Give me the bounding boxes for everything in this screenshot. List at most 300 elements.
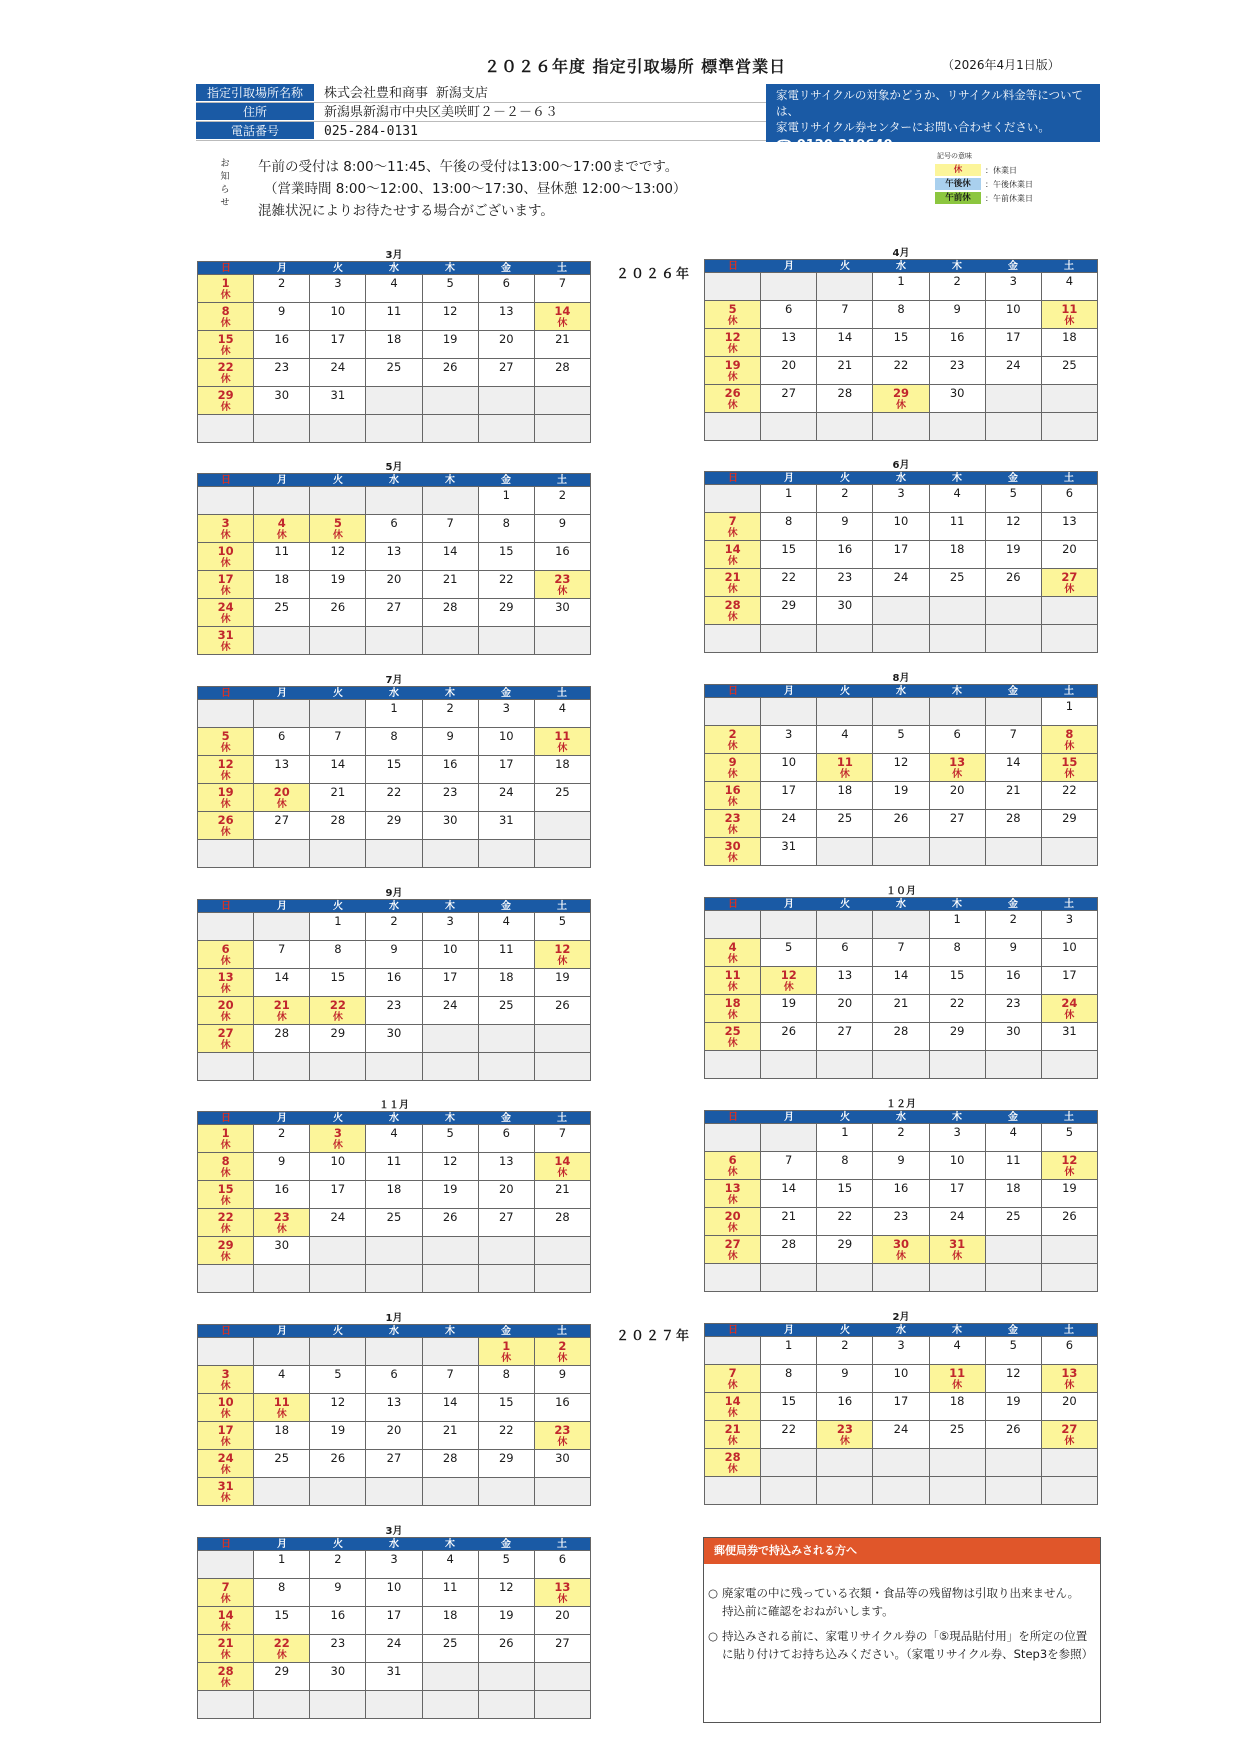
holiday-cell bbox=[930, 1236, 986, 1264]
holiday-mark: 休 bbox=[332, 1012, 343, 1023]
weekday-label: 金 bbox=[501, 475, 511, 486]
empty-day-cell bbox=[198, 1053, 254, 1081]
day-cell bbox=[535, 1125, 591, 1153]
day-cell bbox=[1042, 911, 1098, 939]
day-cell bbox=[423, 969, 479, 997]
day-cell bbox=[873, 754, 929, 782]
day-number: 29 bbox=[330, 1026, 346, 1040]
weekday-label: 木 bbox=[445, 1113, 455, 1124]
weekday-header bbox=[197, 1111, 591, 1124]
day-number: 2 bbox=[446, 701, 454, 715]
day-cell bbox=[930, 385, 986, 413]
day-cell bbox=[986, 726, 1042, 754]
weekday-header bbox=[197, 686, 591, 699]
empty-day-cell bbox=[535, 415, 591, 443]
day-number: 9 bbox=[558, 516, 567, 530]
weekday-label: 金 bbox=[501, 263, 511, 274]
day-number: 29 bbox=[217, 1238, 234, 1252]
weekday-header bbox=[704, 1110, 1098, 1123]
day-grid bbox=[197, 1337, 591, 1506]
day-number: 3 bbox=[390, 1552, 398, 1566]
holiday-mark: 休 bbox=[727, 584, 738, 595]
empty-day-cell bbox=[310, 1265, 366, 1293]
day-number: 23 bbox=[837, 570, 853, 584]
day-number: 28 bbox=[555, 360, 570, 374]
holiday-mark: 休 bbox=[895, 1251, 906, 1262]
holiday-mark: 休 bbox=[727, 372, 738, 383]
day-number: 26 bbox=[893, 811, 909, 825]
day-cell bbox=[761, 541, 817, 569]
day-number: 20 bbox=[1062, 542, 1077, 556]
day-cell bbox=[254, 1422, 310, 1450]
day-number: 21 bbox=[217, 1636, 234, 1650]
day-cell bbox=[254, 1450, 310, 1478]
day-number: 21 bbox=[781, 1209, 797, 1223]
day-cell bbox=[479, 275, 535, 303]
day-number: 11 bbox=[274, 544, 290, 558]
day-cell bbox=[254, 756, 310, 784]
day-number: 8 bbox=[278, 1580, 286, 1594]
empty-day-cell bbox=[705, 1051, 761, 1079]
day-number: 17 bbox=[893, 1394, 909, 1408]
day-number: 3 bbox=[221, 1367, 230, 1381]
day-number: 6 bbox=[785, 302, 793, 316]
weekday-label: 日 bbox=[221, 1539, 231, 1550]
holiday-cell bbox=[705, 1393, 761, 1421]
day-number: 19 bbox=[555, 970, 570, 984]
empty-day-cell bbox=[366, 1237, 422, 1265]
empty-day-cell bbox=[479, 1691, 535, 1719]
day-number: 17 bbox=[781, 783, 797, 797]
day-number: 16 bbox=[837, 542, 853, 556]
empty-day-cell bbox=[761, 1051, 817, 1079]
holiday-cell bbox=[198, 1478, 254, 1506]
holiday-cell bbox=[198, 756, 254, 784]
holiday-mark: 休 bbox=[220, 1040, 231, 1051]
day-number: 21 bbox=[555, 1182, 570, 1196]
holiday-cell bbox=[198, 1366, 254, 1394]
holiday-mark: 休 bbox=[727, 1436, 738, 1447]
day-number: 17 bbox=[893, 542, 909, 556]
day-cell bbox=[873, 1124, 929, 1152]
day-number: 21 bbox=[330, 785, 346, 799]
day-number: 25 bbox=[1062, 358, 1077, 372]
circle-bullet-icon: ○ bbox=[708, 1586, 719, 1600]
weekday-label: 金 bbox=[1008, 899, 1018, 910]
day-number: 10 bbox=[498, 729, 514, 743]
holiday-mark: 休 bbox=[557, 318, 568, 329]
day-number: 21 bbox=[893, 996, 909, 1010]
day-cell bbox=[817, 782, 873, 810]
day-cell bbox=[873, 1365, 929, 1393]
day-number: 9 bbox=[841, 1366, 849, 1380]
day-number: 21 bbox=[273, 998, 290, 1012]
day-cell bbox=[310, 784, 366, 812]
notice-line: 午前の受付は 8:00～11:45、午後の受付は13:00～17:00までです。 bbox=[258, 159, 679, 175]
month-title: １１月 bbox=[379, 1100, 409, 1111]
day-cell bbox=[761, 1023, 817, 1051]
day-number: 19 bbox=[1005, 1394, 1021, 1408]
holiday-mark: 休 bbox=[727, 1010, 738, 1021]
day-number: 15 bbox=[781, 1394, 797, 1408]
day-cell bbox=[817, 726, 873, 754]
month-title: 4月 bbox=[892, 248, 910, 259]
day-cell bbox=[873, 1421, 929, 1449]
holiday-cell bbox=[198, 1394, 254, 1422]
day-number: 30 bbox=[949, 386, 965, 400]
holiday-mark: 休 bbox=[1064, 316, 1075, 327]
day-cell bbox=[1042, 1337, 1098, 1365]
weekday-label: 水 bbox=[389, 901, 399, 912]
holiday-cell bbox=[817, 754, 873, 782]
day-number: 22 bbox=[781, 570, 797, 584]
holiday-cell bbox=[310, 1125, 366, 1153]
day-number: 22 bbox=[329, 998, 346, 1012]
day-number: 11 bbox=[1061, 302, 1078, 316]
day-cell bbox=[1042, 698, 1098, 726]
empty-day-cell bbox=[310, 700, 366, 728]
day-cell bbox=[1042, 1393, 1098, 1421]
day-cell bbox=[366, 515, 422, 543]
day-grid bbox=[704, 697, 1098, 866]
day-number: 22 bbox=[1062, 783, 1077, 797]
day-number: 13 bbox=[1061, 1366, 1078, 1380]
weekday-label: 水 bbox=[896, 899, 906, 910]
holiday-cell bbox=[198, 1209, 254, 1237]
day-number: 28 bbox=[781, 1237, 797, 1251]
day-cell bbox=[254, 1607, 310, 1635]
day-number: 26 bbox=[555, 998, 570, 1012]
weekday-label: 木 bbox=[445, 688, 455, 699]
day-number: 18 bbox=[274, 1423, 290, 1437]
day-number: 8 bbox=[221, 1154, 230, 1168]
holiday-mark: 休 bbox=[1064, 1010, 1075, 1021]
holiday-mark: 休 bbox=[276, 530, 287, 541]
day-cell bbox=[535, 515, 591, 543]
day-cell bbox=[761, 597, 817, 625]
empty-day-cell bbox=[705, 1124, 761, 1152]
month-calendar bbox=[197, 1100, 591, 1293]
day-number: 12 bbox=[893, 755, 909, 769]
day-number: 20 bbox=[781, 358, 797, 372]
day-cell bbox=[761, 1421, 817, 1449]
empty-day-cell bbox=[366, 415, 422, 443]
empty-day-cell bbox=[705, 1337, 761, 1365]
day-number: 19 bbox=[724, 358, 741, 372]
day-number: 7 bbox=[334, 729, 342, 743]
day-cell bbox=[366, 728, 422, 756]
day-number: 29 bbox=[837, 1237, 853, 1251]
day-number: 12 bbox=[442, 1154, 458, 1168]
day-cell bbox=[930, 1124, 986, 1152]
day-number: 11 bbox=[554, 729, 571, 743]
day-number: 30 bbox=[274, 388, 290, 402]
day-number: 4 bbox=[390, 1126, 398, 1140]
day-cell bbox=[817, 541, 873, 569]
day-number: 28 bbox=[217, 1664, 234, 1678]
weekday-label: 日 bbox=[728, 473, 738, 484]
notice-line: （営業時間 8:00～12:00、13:00～17:30、昼休憩 12:00～13:00） bbox=[264, 181, 687, 197]
day-cell bbox=[423, 997, 479, 1025]
day-number: 15 bbox=[386, 757, 402, 771]
day-number: 15 bbox=[781, 542, 797, 556]
day-number: 1 bbox=[390, 701, 398, 715]
day-number: 5 bbox=[1065, 1125, 1074, 1139]
day-cell bbox=[1042, 541, 1098, 569]
holiday-cell bbox=[930, 754, 986, 782]
day-cell bbox=[817, 485, 873, 513]
holiday-cell bbox=[1042, 995, 1098, 1023]
day-cell bbox=[479, 997, 535, 1025]
day-number: 21 bbox=[1005, 783, 1021, 797]
holiday-cell bbox=[705, 513, 761, 541]
day-cell bbox=[423, 1366, 479, 1394]
weekday-label: 金 bbox=[1008, 1112, 1018, 1123]
day-cell bbox=[479, 1125, 535, 1153]
day-cell bbox=[930, 1393, 986, 1421]
holiday-mark: 休 bbox=[220, 1493, 231, 1504]
holiday-mark: 休 bbox=[952, 1380, 963, 1391]
day-number: 12 bbox=[724, 330, 741, 344]
weekday-label: 水 bbox=[389, 1539, 399, 1550]
day-number: 14 bbox=[893, 968, 909, 982]
day-cell bbox=[366, 599, 422, 627]
empty-day-cell bbox=[198, 487, 254, 515]
day-cell bbox=[761, 995, 817, 1023]
day-number: 5 bbox=[897, 727, 905, 741]
day-number: 10 bbox=[893, 1366, 909, 1380]
legend-swatch: 午後休 bbox=[935, 178, 981, 190]
day-cell bbox=[254, 1579, 310, 1607]
day-number: 18 bbox=[837, 783, 853, 797]
day-number: 25 bbox=[837, 811, 853, 825]
day-cell bbox=[817, 967, 873, 995]
day-cell bbox=[930, 569, 986, 597]
weekday-label: 木 bbox=[445, 901, 455, 912]
day-cell bbox=[761, 1365, 817, 1393]
day-number: 20 bbox=[837, 996, 853, 1010]
day-number: 5 bbox=[446, 1126, 454, 1140]
day-number: 24 bbox=[498, 785, 514, 799]
day-cell bbox=[817, 1365, 873, 1393]
day-cell bbox=[254, 543, 310, 571]
day-number: 23 bbox=[724, 811, 741, 825]
legend-swatch: 午前休 bbox=[935, 192, 981, 204]
info-row-address bbox=[196, 103, 766, 122]
empty-day-cell bbox=[423, 627, 479, 655]
day-cell bbox=[986, 485, 1042, 513]
day-number: 13 bbox=[498, 1154, 514, 1168]
day-number: 30 bbox=[442, 813, 458, 827]
day-number: 4 bbox=[558, 701, 567, 715]
day-number: 20 bbox=[1062, 1394, 1077, 1408]
weekday-label: 火 bbox=[840, 261, 850, 272]
day-cell bbox=[761, 1393, 817, 1421]
holiday-cell bbox=[198, 571, 254, 599]
day-cell bbox=[479, 359, 535, 387]
day-number: 22 bbox=[949, 996, 965, 1010]
day-number: 16 bbox=[893, 1181, 909, 1195]
day-number: 29 bbox=[386, 813, 402, 827]
empty-day-cell bbox=[1042, 625, 1098, 653]
holiday-cell bbox=[761, 967, 817, 995]
holiday-mark: 休 bbox=[1064, 741, 1075, 752]
day-number: 6 bbox=[558, 1552, 567, 1566]
day-number: 18 bbox=[386, 1182, 402, 1196]
day-number: 15 bbox=[330, 970, 346, 984]
page-title: ２０２６年度 指定引取場所 標準営業日 bbox=[484, 57, 787, 76]
empty-day-cell bbox=[986, 1477, 1042, 1505]
day-number: 15 bbox=[1061, 755, 1078, 769]
day-cell bbox=[930, 1421, 986, 1449]
holiday-mark: 休 bbox=[220, 771, 231, 782]
day-cell bbox=[817, 301, 873, 329]
holiday-cell bbox=[705, 1023, 761, 1051]
holiday-cell bbox=[198, 997, 254, 1025]
day-number: 17 bbox=[217, 1423, 234, 1437]
holiday-mark: 休 bbox=[727, 1167, 738, 1178]
weekday-label: 金 bbox=[501, 1113, 511, 1124]
day-cell bbox=[761, 810, 817, 838]
holiday-cell bbox=[1042, 1421, 1098, 1449]
day-number: 2 bbox=[558, 488, 567, 502]
day-number: 30 bbox=[330, 1664, 346, 1678]
day-number: 24 bbox=[386, 1636, 402, 1650]
weekday-label: 日 bbox=[728, 686, 738, 697]
day-number: 4 bbox=[841, 727, 849, 741]
day-number: 28 bbox=[555, 1210, 570, 1224]
holiday-mark: 休 bbox=[220, 402, 231, 413]
empty-day-cell bbox=[1042, 597, 1098, 625]
day-number: 4 bbox=[953, 1338, 961, 1352]
weekday-label: 土 bbox=[557, 688, 567, 699]
day-number: 13 bbox=[781, 330, 797, 344]
holiday-cell bbox=[198, 1663, 254, 1691]
day-cell bbox=[986, 939, 1042, 967]
day-cell bbox=[761, 1236, 817, 1264]
day-number: 1 bbox=[221, 276, 230, 290]
day-number: 11 bbox=[949, 1366, 966, 1380]
day-number: 13 bbox=[217, 970, 234, 984]
info-table bbox=[196, 84, 766, 142]
day-number: 19 bbox=[1062, 1181, 1077, 1195]
holiday-cell bbox=[535, 1422, 591, 1450]
day-cell bbox=[479, 1551, 535, 1579]
holiday-cell bbox=[198, 627, 254, 655]
day-cell bbox=[366, 700, 422, 728]
day-cell bbox=[873, 1180, 929, 1208]
weekday-label: 土 bbox=[557, 1113, 567, 1124]
day-number: 26 bbox=[781, 1024, 797, 1038]
legend bbox=[935, 151, 1055, 205]
day-cell bbox=[310, 1394, 366, 1422]
empty-day-cell bbox=[254, 840, 310, 868]
postal-line: 持込前に確認をおねがいします。 bbox=[722, 1604, 894, 1618]
day-number: 12 bbox=[217, 757, 234, 771]
holiday-cell bbox=[535, 571, 591, 599]
day-number: 26 bbox=[217, 813, 234, 827]
day-number: 16 bbox=[274, 332, 290, 346]
empty-day-cell bbox=[1042, 1264, 1098, 1292]
holiday-cell bbox=[198, 331, 254, 359]
empty-day-cell bbox=[366, 387, 422, 415]
recycle-center-box bbox=[766, 84, 1100, 153]
weekday-label: 日 bbox=[221, 688, 231, 699]
day-cell bbox=[366, 1551, 422, 1579]
day-cell bbox=[366, 1607, 422, 1635]
empty-day-cell bbox=[423, 1663, 479, 1691]
holiday-mark: 休 bbox=[220, 743, 231, 754]
day-number: 9 bbox=[390, 942, 398, 956]
holiday-cell bbox=[705, 939, 761, 967]
holiday-cell bbox=[705, 1236, 761, 1264]
day-cell bbox=[423, 1450, 479, 1478]
weekday-label: 土 bbox=[1064, 473, 1074, 484]
holiday-mark: 休 bbox=[727, 1038, 738, 1049]
empty-day-cell bbox=[873, 838, 929, 866]
day-number: 13 bbox=[274, 757, 290, 771]
day-number: 3 bbox=[333, 1126, 342, 1140]
day-cell bbox=[873, 1393, 929, 1421]
holiday-cell bbox=[1042, 301, 1098, 329]
empty-day-cell bbox=[705, 273, 761, 301]
month-title: 7月 bbox=[385, 675, 403, 686]
empty-day-cell bbox=[930, 1051, 986, 1079]
day-cell bbox=[535, 1450, 591, 1478]
holiday-cell bbox=[198, 543, 254, 571]
day-number: 25 bbox=[386, 1210, 402, 1224]
day-number: 6 bbox=[502, 1126, 510, 1140]
day-grid bbox=[704, 1123, 1098, 1292]
day-number: 13 bbox=[386, 1395, 402, 1409]
day-number: 18 bbox=[498, 970, 514, 984]
day-cell bbox=[761, 357, 817, 385]
day-number: 3 bbox=[446, 914, 454, 928]
day-number: 16 bbox=[386, 970, 402, 984]
day-cell bbox=[310, 941, 366, 969]
empty-day-cell bbox=[817, 838, 873, 866]
day-number: 20 bbox=[498, 1182, 514, 1196]
day-number: 8 bbox=[785, 1366, 793, 1380]
empty-day-cell bbox=[761, 413, 817, 441]
day-number: 10 bbox=[217, 1395, 234, 1409]
holiday-mark: 休 bbox=[557, 1594, 568, 1605]
day-number: 15 bbox=[498, 1395, 514, 1409]
holiday-cell bbox=[705, 1152, 761, 1180]
day-number: 12 bbox=[1061, 1153, 1078, 1167]
empty-day-cell bbox=[366, 1338, 422, 1366]
day-number: 27 bbox=[217, 1026, 234, 1040]
postal-line: に貼り付けてお持ち込みください。（家電リサイクル券、Step3を参照） bbox=[722, 1647, 1094, 1661]
month-title: 1月 bbox=[385, 1313, 403, 1324]
holiday-cell bbox=[705, 597, 761, 625]
holiday-mark: 休 bbox=[220, 1437, 231, 1448]
empty-day-cell bbox=[761, 911, 817, 939]
day-cell bbox=[535, 1181, 591, 1209]
weekday-label: 土 bbox=[557, 475, 567, 486]
empty-day-cell bbox=[535, 1053, 591, 1081]
empty-day-cell bbox=[423, 1237, 479, 1265]
day-number: 29 bbox=[498, 1451, 514, 1465]
holiday-cell bbox=[705, 569, 761, 597]
legend-item bbox=[935, 191, 1055, 205]
day-number: 18 bbox=[949, 1394, 965, 1408]
day-number: 23 bbox=[893, 1209, 909, 1223]
empty-day-cell bbox=[986, 1264, 1042, 1292]
day-cell bbox=[986, 541, 1042, 569]
day-cell bbox=[535, 1635, 591, 1663]
day-cell bbox=[423, 543, 479, 571]
